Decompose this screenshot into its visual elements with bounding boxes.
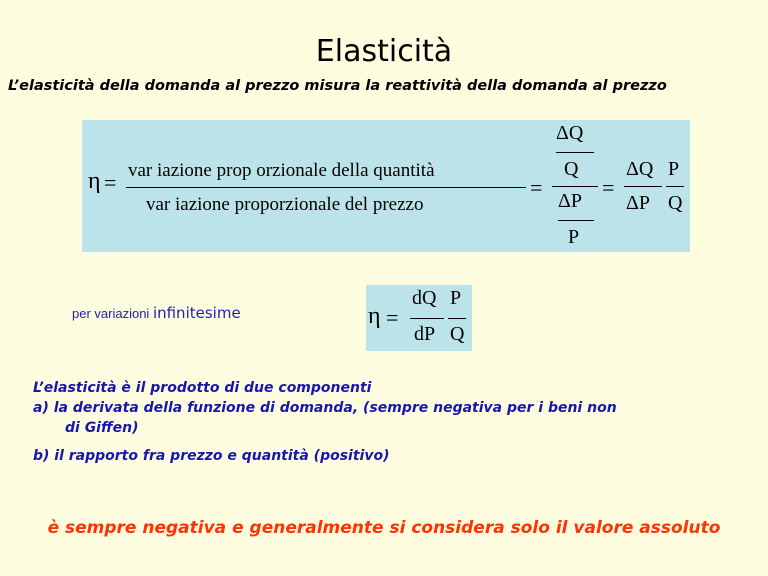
slide-subtitle: L’elasticità della domanda al prezzo misura la reattività della domanda al prezzo: [8, 78, 667, 94]
conclusion-text: è sempre negativa e generalmente si considera solo il valore assoluto: [47, 518, 721, 538]
delta-q: ΔQ: [556, 122, 584, 144]
delta-p-right: ΔP: [626, 192, 650, 214]
eta-symbol-2: η: [368, 303, 381, 329]
equals-sign-3: =: [602, 175, 615, 200]
equals-sign: =: [104, 170, 117, 195]
fraction-line-p-q: [666, 186, 684, 187]
slide-title: Elasticità: [315, 34, 453, 69]
q-label: Q: [564, 158, 579, 180]
fraction-line-ratio: [552, 186, 598, 187]
list-item-a: a) la derivata della funzione di domanda, (sempre negativa per i beni non: [33, 400, 617, 416]
components-list: [33, 378, 733, 466]
delta-p: ΔP: [558, 190, 582, 212]
fraction-line-dq: [410, 318, 444, 319]
note-word: infinitesime: [152, 304, 241, 322]
dp-label: dP: [414, 323, 436, 345]
eta-symbol: η: [88, 168, 101, 194]
delta-q-right: ΔQ: [626, 158, 654, 180]
equals-sign-4: =: [386, 305, 399, 330]
list-intro: L’elasticità è il prodotto di due componenti: [33, 380, 372, 396]
elasticity-formula-box: [82, 120, 690, 252]
list-item-b: b) il rapporto fra prezzo e quantità (positivo): [33, 448, 390, 464]
infinitesimal-note: [72, 304, 241, 322]
note-prefix: per variazioni: [72, 306, 153, 321]
dq-label: dQ: [412, 287, 437, 309]
q-label-2: Q: [450, 323, 465, 345]
p-label-2: P: [450, 287, 462, 309]
numerator-text: var iazione prop orzionale della quantità: [128, 160, 435, 181]
list-item-a-cont: di Giffen): [65, 420, 139, 436]
equals-sign-2: =: [530, 175, 543, 200]
fraction-line-q: [556, 152, 594, 153]
fraction-line-dq-dp: [624, 186, 662, 187]
denominator-text: var iazione proporzionale del prezzo: [146, 194, 424, 215]
fraction-line-pq: [448, 318, 466, 319]
derivative-formula-box: [366, 285, 472, 351]
fraction-line-p: [558, 220, 594, 221]
fraction-line-main: [126, 187, 526, 188]
q-right: Q: [668, 192, 683, 214]
p-label: P: [568, 226, 580, 248]
p-right: P: [668, 158, 680, 180]
